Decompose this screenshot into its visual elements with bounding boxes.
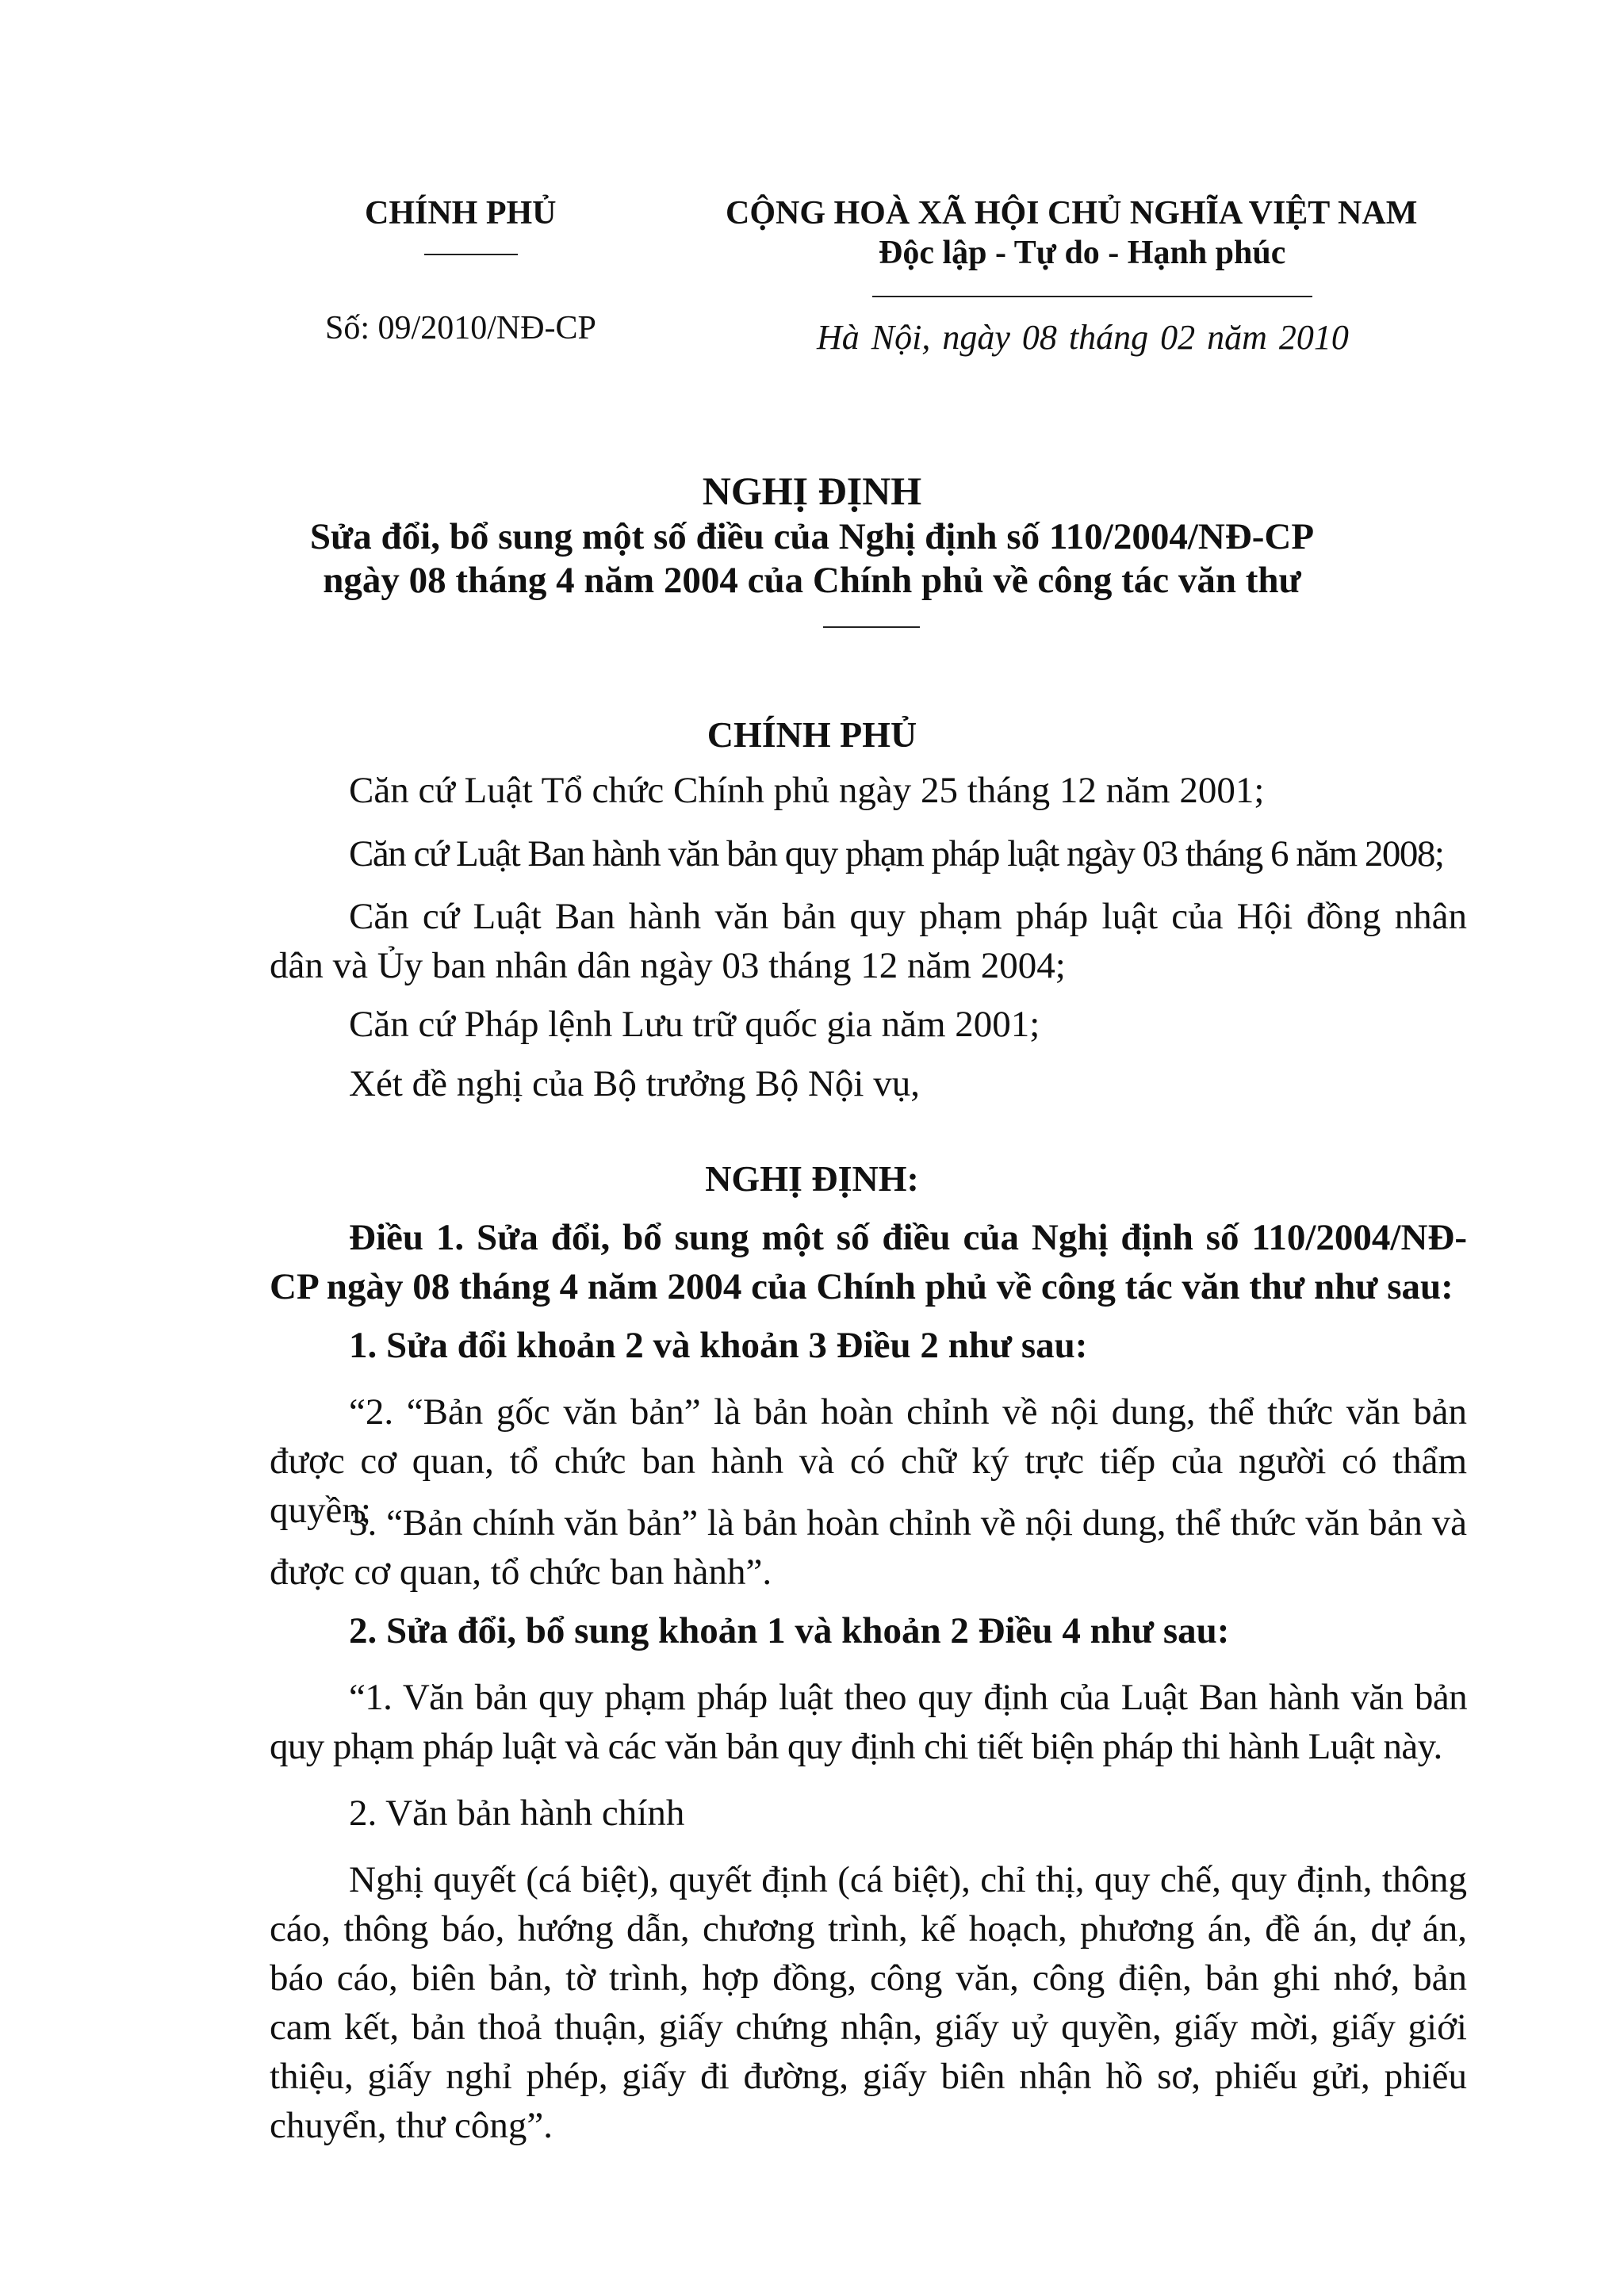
legal-basis-5: Xét đề nghị của Bộ trưởng Bộ Nội vụ,: [349, 1063, 920, 1104]
national-motto: Độc lập - Tự do - Hạnh phúc: [879, 235, 1286, 271]
article-1-item-1-paragraph-2: 3. “Bản chính văn bản” là bản hoàn chỉnh về nội dung, thể thức văn bản và được cơ quan, tổ chức ban hành”.: [270, 1502, 1467, 1593]
article-1-item-1-heading: 1. Sửa đổi khoản 2 và khoản 3 Điều 2 như sau:: [349, 1325, 1088, 1366]
legal-basis-1: Căn cứ Luật Tổ chức Chính phủ ngày 25 tháng 12 năm 2001;: [349, 770, 1265, 811]
issuing-authority: CHÍNH PHỦ: [707, 714, 917, 755]
article-1-item-2-paragraph-1: “1. Văn bản quy phạm pháp luật theo quy định của Luật Ban hành văn bản quy phạm pháp luật và các văn bản quy định chi tiết biện pháp thi hành Luật này.: [270, 1677, 1467, 1767]
article-1-heading: Điều 1. Sửa đổi, bổ sung một số điều của Nghị định số 110/2004/NĐ-CP ngày 08 tháng 4 năm 2004 của Chính phủ về công tác văn thư như sau:: [270, 1217, 1467, 1307]
document-subject-line1: Sửa đổi, bổ sung một số điều của Nghị định số 110/2004/NĐ-CP: [309, 516, 1315, 557]
legal-basis-3: Căn cứ Luật Ban hành văn bản quy phạm pháp luật của Hội đồng nhân dân và Ủy ban nhân dân ngày 03 tháng 12 năm 2004;: [270, 896, 1467, 986]
document-type: NGHỊ ĐỊNH: [702, 469, 922, 513]
article-1-item-2-paragraph-2: 2. Văn bản hành chính: [349, 1793, 685, 1834]
issuer-name: CHÍNH PHỦ: [365, 195, 557, 232]
article-1-item-2-paragraph-3: Nghị quyết (cá biệt), quyết định (cá biệt), chỉ thị, quy chế, quy định, thông cáo, thông báo, hướng dẫn, chương trình, kế hoạch, phương án, đề án, dự án, báo cáo, biên bản, tờ trình, hợp đồng, công văn, công điện, bản ghi nhớ, bản cam kết, bản thoả thuận, giấy chứng nhận, giấy uỷ quyền, giấy mời, giấy giới thiệu, giấy nghỉ phép, giấy đi đường, giấy biên nhận hồ sơ, phiếu gửi, phiếu chuyển, thư công”.: [270, 1859, 1467, 2146]
decree-heading: NGHỊ ĐỊNH:: [705, 1158, 919, 1199]
issuer-underline: [424, 254, 518, 255]
legal-basis-2: Căn cứ Luật Ban hành văn bản quy phạm pháp luật ngày 03 tháng 6 năm 2008;: [349, 833, 1444, 874]
document-number: Số: 09/2010/NĐ-CP: [325, 310, 596, 346]
place-date: Hà Nội, ngày 08 tháng 02 năm 2010: [817, 318, 1349, 357]
article-1-item-2-heading: 2. Sửa đổi, bổ sung khoản 1 và khoản 2 Điều 4 như sau:: [349, 1610, 1230, 1651]
document-subject-line2: ngày 08 tháng 4 năm 2004 của Chính phủ về công tác văn thư: [323, 560, 1301, 601]
republic-name: CỘNG HOÀ XÃ HỘI CHỦ NGHĨA VIỆT NAM: [726, 195, 1418, 232]
legal-basis-4: Căn cứ Pháp lệnh Lưu trữ quốc gia năm 2001;: [349, 1004, 1040, 1045]
article-1-item-1-paragraph-1: “2. “Bản gốc văn bản” là bản hoàn chỉnh về nội dung, thể thức văn bản được cơ quan, tổ chức ban hành và có chữ ký trực tiếp của người có thẩm quyền;: [270, 1391, 1467, 1531]
title-underline: [823, 626, 920, 628]
motto-underline: [872, 296, 1312, 297]
